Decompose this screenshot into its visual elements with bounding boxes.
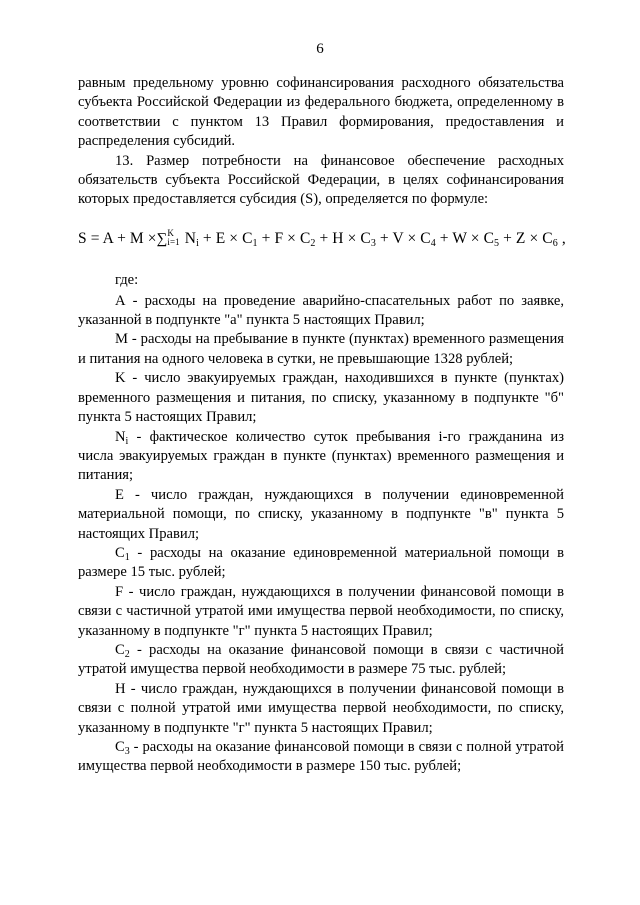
c3-subscript: 3 bbox=[124, 746, 130, 757]
definition-m: М - расходы на пребывание в пункте (пунктах) временного размещения и питания на одного человека в сутки, не превышающие 1328 рублей; bbox=[78, 331, 564, 367]
definition-c3 bbox=[78, 738, 564, 777]
sum-upper: K bbox=[167, 228, 174, 239]
ni-subscript: i bbox=[125, 435, 129, 447]
definition-h: Н - число граждан, нуждающихся в получении финансовой помощи в связи с полной утратой ими имущества первой необходимости, по списку, указанному в подпункте "г" пункта 5 настоящих Правил; bbox=[78, 680, 564, 736]
formula-s bbox=[78, 229, 564, 249]
formula-sub-5: 5 bbox=[494, 237, 500, 249]
definition-c2 bbox=[78, 641, 564, 680]
formula-term-c5: + W × C bbox=[435, 229, 495, 247]
where-label: где: bbox=[115, 272, 139, 289]
document-body bbox=[78, 74, 564, 777]
formula-term-c6: + Z × C bbox=[499, 229, 553, 247]
sum-symbol: ∑ bbox=[156, 230, 168, 247]
formula-term-c4: + V × C bbox=[375, 229, 431, 247]
c1-text: - расходы на оказание единовременной материальной помощи в размере 15 тыс. рублей; bbox=[78, 544, 564, 581]
paragraph-continuation: равным предельному уровню софинансирования расходного обязательства субъекта Российской Федерации из федерального бюджета, определенному в соответствии с пунктом 13 Правил формирования, предоставления и распределения субсидий. bbox=[78, 75, 564, 150]
formula-sub-i: i bbox=[196, 237, 199, 249]
definition-ni bbox=[78, 428, 564, 486]
formula-term-c1: + E × C bbox=[198, 229, 253, 247]
formula-sub-3: 3 bbox=[370, 237, 376, 249]
formula-term-c3: + H × C bbox=[315, 229, 371, 247]
c2-symbol: С bbox=[115, 641, 125, 658]
paragraph-13: 13. Размер потребности на финансовое обеспечение расходных обязательств субъекта Российской Федерации, в целях софинансирования которых предоставляется субсидия (S), определяется по формуле: bbox=[78, 152, 564, 208]
formula-sub-2: 2 bbox=[310, 237, 316, 249]
definition-c1 bbox=[78, 544, 564, 583]
c3-symbol: С bbox=[115, 739, 125, 755]
ni-symbol: N bbox=[115, 428, 126, 445]
formula-tail: , bbox=[557, 229, 566, 247]
c1-subscript: 1 bbox=[124, 551, 130, 563]
formula-sub-6: 6 bbox=[552, 237, 558, 249]
formula-term-c2: + F × C bbox=[257, 229, 311, 247]
sum-limits bbox=[167, 229, 179, 247]
definition-a: А - расходы на проведение аварийно-спасательных работ по заявке, указанной в подпункте "а" пункта 5 настоящих Правил; bbox=[78, 292, 564, 329]
sum-lower: i=1 bbox=[167, 237, 180, 248]
c3-text: - расходы на оказание финансовой помощи в связи с полной утратой имущества первой необходимости в размере 150 тыс. рублей; bbox=[78, 739, 564, 775]
formula-sub-1: 1 bbox=[252, 237, 258, 249]
formula-lhs: S = A + M × bbox=[78, 229, 157, 247]
definition-k: K - число эвакуируемых граждан, находившихся в пункте (пунктах) временного размещения и питания, по списку, указанному в подпункте "б" пункта 5 настоящих Правил; bbox=[78, 370, 564, 426]
c1-symbol: С bbox=[115, 544, 125, 561]
formula-sub-4: 4 bbox=[430, 237, 436, 249]
definition-f: F - число граждан, нуждающихся в получении финансовой помощи в связи с частичной утратой ими имущества первой необходимости, по списку, указанному в подпункте "г" пункта 5 настоящих Правил; bbox=[78, 583, 564, 639]
c2-text: - расходы на оказание финансовой помощи в связи с частичной утратой имущества первой необходимости в размере 75 тыс. рублей; bbox=[78, 641, 564, 678]
c2-subscript: 2 bbox=[124, 648, 130, 660]
formula-term-n: N bbox=[180, 229, 197, 247]
definition-e: Е - число граждан, нуждающихся в получении единовременной материальной помощи, по списку, указанному в подпункте "в" пункта 5 настоящих Правил; bbox=[78, 486, 564, 542]
ni-text: - фактическое количество суток пребывания i-го гражданина из числа эвакуируемых граждан в пункте (пунктах) временного размещения и питания; bbox=[78, 428, 564, 484]
page-number: 6 bbox=[316, 41, 324, 57]
